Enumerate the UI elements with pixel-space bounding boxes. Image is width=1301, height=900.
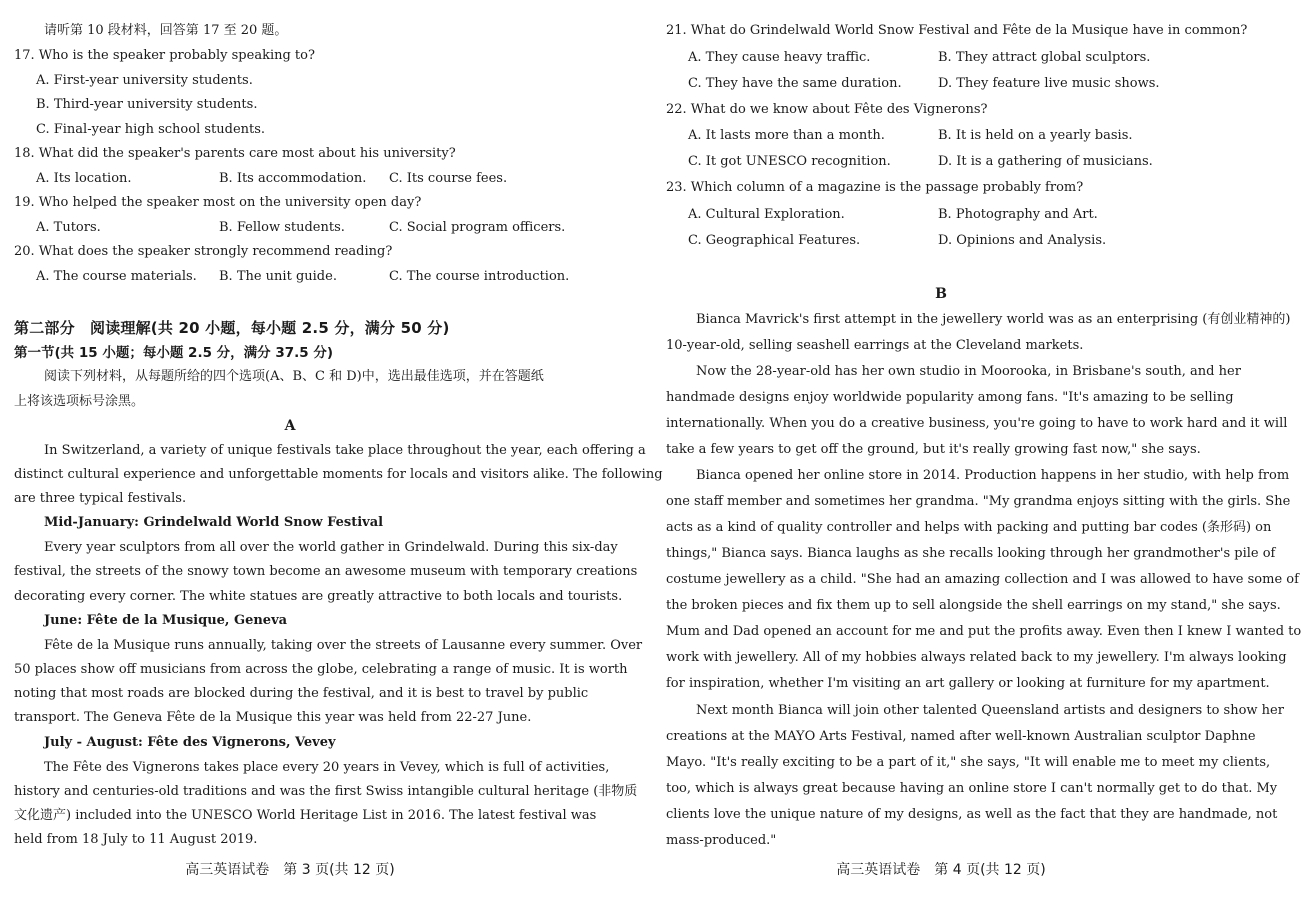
right-page-footer: 高三英语试卷 第 4 页(共 12 页) xyxy=(836,862,1046,878)
passage-b-line-14: work with jewellery. All of my hobbies always related back to my jewellery. I'm always looking xyxy=(666,650,1287,665)
passage-a-intro-line-2: distinct cultural experience and unforgettable moments for locals and visitors alike. The following xyxy=(14,467,663,482)
question-22-stem: 22. What do we know about Fête des Vignerons? xyxy=(666,102,988,117)
question-20-stem: 20. What does the speaker strongly recommend reading? xyxy=(14,244,393,259)
festival-3-title: July - August: Fête des Vignerons, Vevey xyxy=(44,735,336,750)
question-23-option-a: A. Cultural Exploration. xyxy=(688,207,845,222)
question-21-option-c: C. They have the same duration. xyxy=(688,76,902,91)
question-20-option-c: C. The course introduction. xyxy=(389,269,570,284)
instructions-line-1: 阅读下列材料，从每题所给的四个选项(A、B、C 和 D)中，选出最佳选项，并在答题纸 xyxy=(44,369,544,384)
festival-2-line-2: 50 places show off musicians from across the globe, celebrating a range of music. It is worth xyxy=(14,662,628,677)
left-page xyxy=(14,0,663,900)
question-23-option-c: C. Geographical Features. xyxy=(688,233,861,248)
passage-b-line-12: the broken pieces and fix them up to sell alongside the shell earrings on my stand," she says. xyxy=(666,598,1281,613)
question-23-option-d: D. Opinions and Analysis. xyxy=(938,233,1107,248)
passage-b-line-16: Next month Bianca will join other talented Queensland artists and designers to show her xyxy=(696,703,1284,718)
passage-b-line-19: too, which is always great because having an online store I can't normally get to do that. My xyxy=(666,781,1278,796)
question-17-option-c: C. Final-year high school students. xyxy=(36,122,266,137)
question-19-option-b: B. Fellow students. xyxy=(219,220,345,235)
festival-3-line-1: The Fête des Vignerons takes place every 20 years in Vevey, which is full of activities, xyxy=(44,760,610,775)
festival-2-line-4: transport. The Geneva Fête de la Musique this year was held from 22-27 June. xyxy=(14,710,532,725)
passage-b-line-11: costume jewellery as a child. "She had an amazing collection and I was allowed to have some of xyxy=(666,572,1299,587)
question-17-stem: 17. Who is the speaker probably speaking to? xyxy=(14,48,315,63)
part-two-heading: 第二部分 阅读理解(共 20 小题，每小题 2.5 分，满分 50 分) xyxy=(14,319,450,337)
question-20-option-b: B. The unit guide. xyxy=(219,269,337,284)
passage-b-line-9: acts as a kind of quality controller and helps with packing and putting bar codes (条形码) on xyxy=(666,520,1272,535)
festival-2-line-1: Fête de la Musique runs annually, taking over the streets of Lausanne every summer. Over xyxy=(44,638,643,653)
festival-3-line-4: held from 18 July to 11 August 2019. xyxy=(14,832,258,847)
passage-b-line-21: mass-produced." xyxy=(666,833,777,848)
question-17-option-a: A. First-year university students. xyxy=(36,73,253,88)
festival-1-line-2: festival, the streets of the snowy town become an awesome museum with temporary creations xyxy=(14,564,638,579)
passage-b-line-1: Bianca Mavrick's first attempt in the jewellery world was as an enterprising (有创业精神的) xyxy=(696,312,1291,327)
festival-1-title: Mid-January: Grindelwald World Snow Festival xyxy=(44,515,384,530)
passage-b-line-18: Mayo. "It's really exciting to be a part of it," she says, "It will enable me to meet my clients, xyxy=(666,755,1271,770)
passage-b-line-15: for inspiration, whether I'm visiting an art gallery or looking at furniture for my apartment. xyxy=(666,676,1270,691)
question-17-option-b: B. Third-year university students. xyxy=(36,97,258,112)
question-18-option-b: B. Its accommodation. xyxy=(219,171,367,186)
passage-b-letter: B xyxy=(935,286,947,302)
passage-b-line-6: take a few years to get off the ground, but it's really growing fast now," she says. xyxy=(666,442,1201,457)
passage-b-line-2: 10-year-old, selling seashell earrings at the Cleveland markets. xyxy=(666,338,1084,353)
question-22-option-a: A. It lasts more than a month. xyxy=(688,128,885,143)
passage-b-line-4: handmade designs enjoy worldwide popularity among fans. "It's amazing to be selling xyxy=(666,390,1234,405)
question-23-option-b: B. Photography and Art. xyxy=(938,207,1098,222)
passage-b-line-5: internationally. When you do a creative business, you're going to have to work hard and it will xyxy=(666,416,1288,431)
instructions-line-2: 上将该选项标号涂黑。 xyxy=(14,394,145,409)
section-one-heading: 第一节(共 15 小题；每小题 2.5 分，满分 37.5 分) xyxy=(14,345,334,361)
question-21-option-d: D. They feature live music shows. xyxy=(938,76,1160,91)
festival-3-line-2: history and centuries-old traditions and was the first Swiss intangible cultural heritage (非物质 xyxy=(14,784,638,799)
passage-a-letter: A xyxy=(284,418,296,434)
passage-b-line-13: Mum and Dad opened an account for me and put the profits away. Even then I knew I wanted to xyxy=(666,624,1301,639)
right-page xyxy=(666,0,1301,900)
passage-b-line-3: Now the 28-year-old has her own studio in Moorooka, in Brisbane's south, and her xyxy=(696,364,1241,379)
question-19-option-a: A. Tutors. xyxy=(36,220,101,235)
festival-2-title: June: Fête de la Musique, Geneva xyxy=(44,613,288,628)
question-22-option-b: B. It is held on a yearly basis. xyxy=(938,128,1133,143)
question-21-stem: 21. What do Grindelwald World Snow Festival and Fête de la Musique have in common? xyxy=(666,23,1248,38)
festival-3-line-3: 文化遗产) included into the UNESCO World Heritage List in 2016. The latest festival was xyxy=(14,808,597,823)
passage-b-line-8: one staff member and sometimes her grandma. "My grandma enjoys sitting with the girls. She xyxy=(666,494,1291,509)
festival-1-line-3: decorating every corner. The white statues are greatly attractive to both locals and tourists. xyxy=(14,589,623,604)
question-23-stem: 23. Which column of a magazine is the passage probably from? xyxy=(666,180,1084,195)
question-21-option-b: B. They attract global sculptors. xyxy=(938,50,1151,65)
question-18-option-c: C. Its course fees. xyxy=(389,171,508,186)
passage-a-intro-line-1: In Switzerland, a variety of unique festivals take place throughout the year, each offering a xyxy=(44,443,646,458)
passage-b-line-20: clients love the unique nature of my designs, as well as the fact that they are handmade, not xyxy=(666,807,1278,822)
passage-a-intro-line-3: are three typical festivals. xyxy=(14,491,187,506)
question-22-option-c: C. It got UNESCO recognition. xyxy=(688,154,891,169)
passage-b-line-17: creations at the MAYO Arts Festival, named after well-known Australian sculptor Daphne xyxy=(666,729,1256,744)
question-20-option-a: A. The course materials. xyxy=(36,269,197,284)
question-19-option-c: C. Social program officers. xyxy=(389,220,566,235)
question-22-option-d: D. It is a gathering of musicians. xyxy=(938,154,1153,169)
left-page-footer: 高三英语试卷 第 3 页(共 12 页) xyxy=(185,862,395,878)
passage-b-line-10: things," Bianca says. Bianca laughs as she recalls looking through her grandmother's pile of xyxy=(666,546,1276,561)
question-18-stem: 18. What did the speaker's parents care most about his university? xyxy=(14,146,456,161)
festival-1-line-1: Every year sculptors from all over the world gather in Grindelwald. During this six-day xyxy=(44,540,618,555)
question-21-option-a: A. They cause heavy traffic. xyxy=(688,50,871,65)
festival-2-line-3: noting that most roads are blocked during the festival, and it is best to travel by public xyxy=(14,686,589,701)
passage-b-line-7: Bianca opened her online store in 2014. Production happens in her studio, with help from xyxy=(696,468,1290,483)
question-18-option-a: A. Its location. xyxy=(36,171,132,186)
question-19-stem: 19. Who helped the speaker most on the university open day? xyxy=(14,195,422,210)
listening-intro: 请听第 10 段材料，回答第 17 至 20 题。 xyxy=(44,23,288,38)
